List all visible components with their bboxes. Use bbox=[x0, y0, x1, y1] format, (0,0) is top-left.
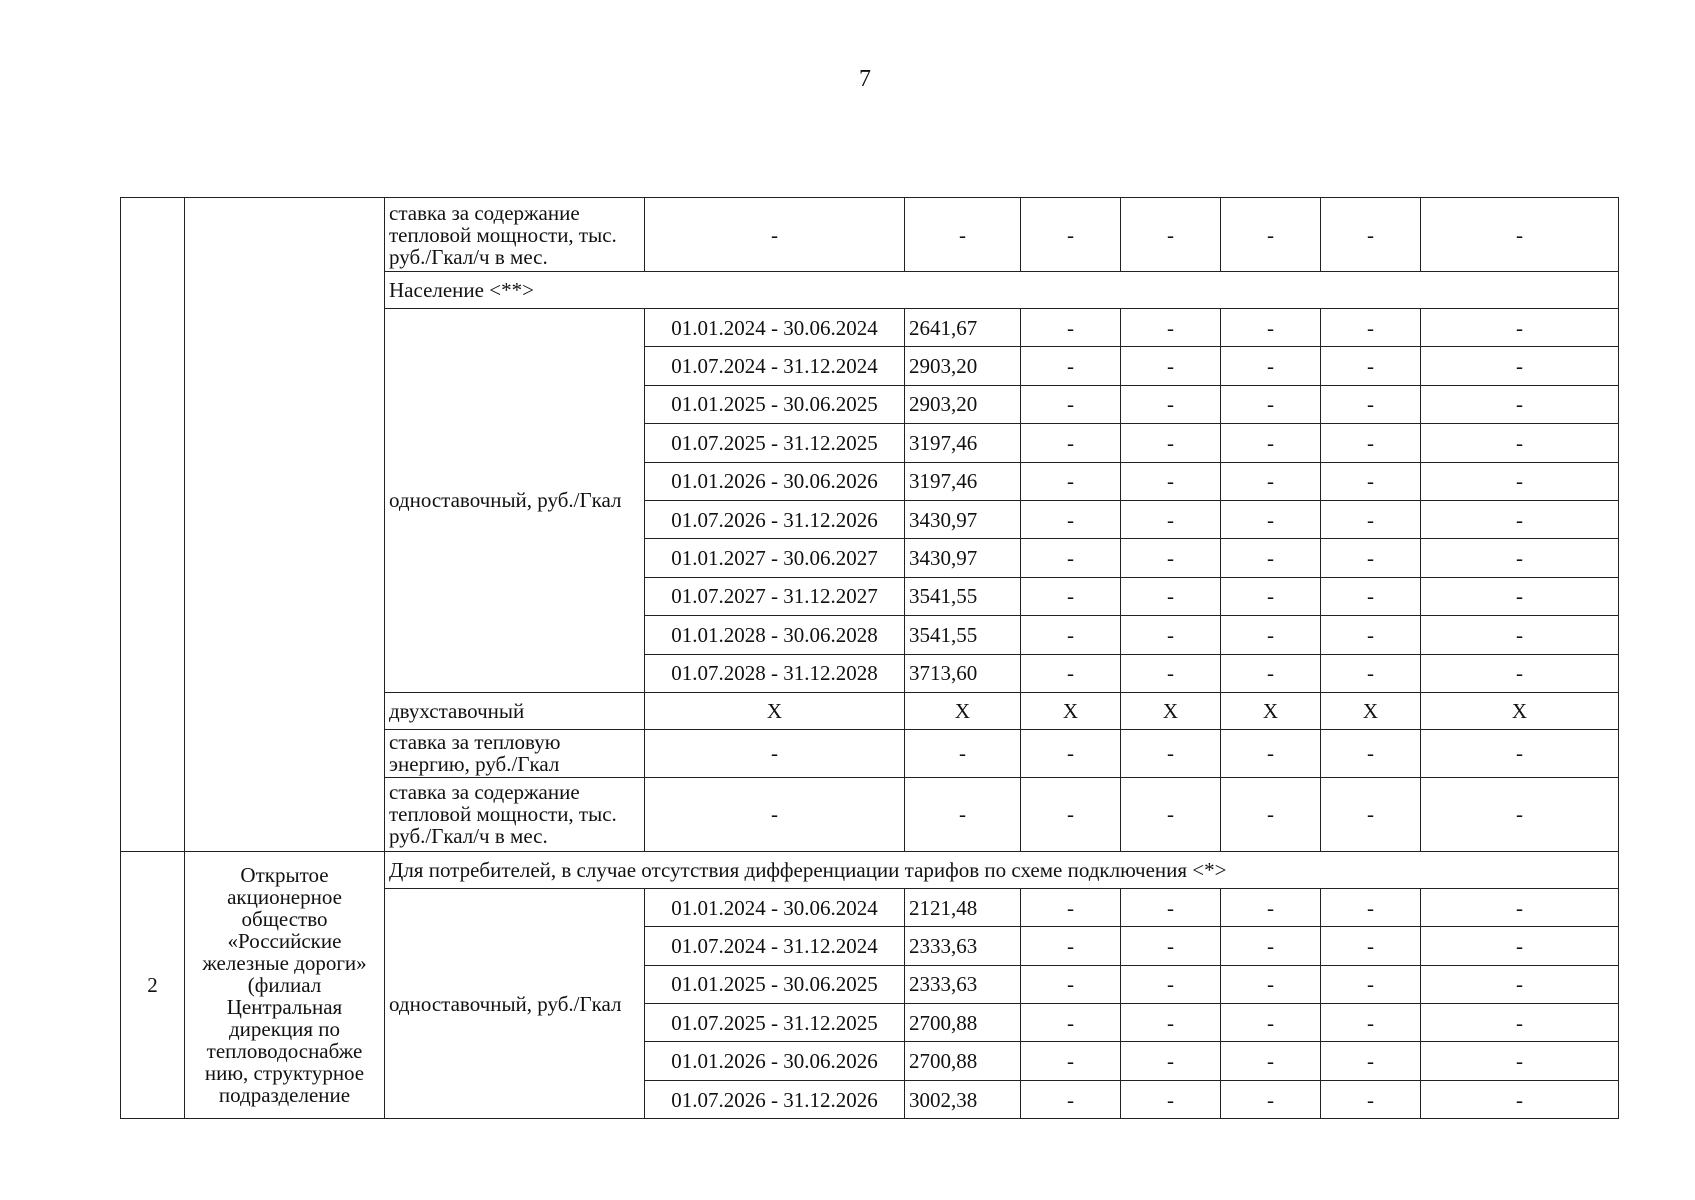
dash-cell: - bbox=[1421, 539, 1619, 577]
dash-cell: - bbox=[1221, 616, 1321, 654]
dash-cell: - bbox=[1321, 539, 1421, 577]
period-cell: 01.01.2028 - 30.06.2028 bbox=[645, 616, 905, 654]
dash-cell: - bbox=[1321, 654, 1421, 692]
dash-cell: - bbox=[645, 777, 905, 851]
tariff-value-cell: 3541,55 bbox=[905, 577, 1021, 615]
dash-cell: - bbox=[1021, 424, 1121, 462]
dash-cell: - bbox=[1421, 1042, 1619, 1080]
rate-label: одноставочный, руб./Гкал bbox=[385, 888, 645, 1118]
dash-cell: - bbox=[1021, 347, 1121, 385]
dash-cell: - bbox=[1021, 309, 1121, 347]
dash-cell: - bbox=[1321, 309, 1421, 347]
period-cell: 01.07.2026 - 31.12.2026 bbox=[645, 1080, 905, 1118]
cross-cell: X bbox=[905, 692, 1021, 729]
dash-cell: - bbox=[1021, 539, 1121, 577]
cross-cell: X bbox=[1121, 692, 1221, 729]
tariff-table bbox=[120, 197, 1619, 1119]
rate-label: двухставочный bbox=[385, 692, 645, 729]
period-cell: 01.07.2028 - 31.12.2028 bbox=[645, 654, 905, 692]
dash-cell: - bbox=[1421, 309, 1619, 347]
dash-cell: - bbox=[1421, 577, 1619, 615]
period-cell: 01.07.2024 - 31.12.2024 bbox=[645, 927, 905, 965]
tariff-value-cell: 3002,38 bbox=[905, 1080, 1021, 1118]
dash-cell: - bbox=[1421, 1080, 1619, 1118]
dash-cell: - bbox=[1021, 1004, 1121, 1042]
dash-cell: - bbox=[1221, 500, 1321, 538]
cross-cell: X bbox=[1021, 692, 1121, 729]
period-cell: 01.07.2024 - 31.12.2024 bbox=[645, 347, 905, 385]
dash-cell: - bbox=[905, 777, 1021, 851]
dash-cell: - bbox=[1021, 616, 1121, 654]
tariff-value-cell: 3197,46 bbox=[905, 424, 1021, 462]
dash-cell: - bbox=[1321, 577, 1421, 615]
dash-cell: - bbox=[1221, 729, 1321, 777]
dash-cell: - bbox=[1121, 500, 1221, 538]
dash-cell: - bbox=[1121, 539, 1221, 577]
dash-cell: - bbox=[905, 198, 1021, 272]
period-cell: 01.01.2026 - 30.06.2026 bbox=[645, 1042, 905, 1080]
dash-cell: - bbox=[1421, 198, 1619, 272]
row-number-cell: 2 bbox=[121, 851, 185, 1118]
dash-cell: - bbox=[1121, 424, 1221, 462]
tariff-value-cell: 2333,63 bbox=[905, 965, 1021, 1003]
tariff-value-cell: 2700,88 bbox=[905, 1042, 1021, 1080]
dash-cell: - bbox=[1121, 616, 1221, 654]
dash-cell: - bbox=[1221, 1042, 1321, 1080]
dash-cell: - bbox=[1021, 729, 1121, 777]
dash-cell: - bbox=[1021, 577, 1121, 615]
section-header-row bbox=[121, 851, 1619, 888]
period-cell: 01.07.2025 - 31.12.2025 bbox=[645, 1004, 905, 1042]
dash-cell: - bbox=[1121, 965, 1221, 1003]
section-header: Население <**> bbox=[385, 272, 1619, 309]
dash-cell: - bbox=[1421, 729, 1619, 777]
dash-cell: - bbox=[1421, 927, 1619, 965]
period-cell: 01.07.2027 - 31.12.2027 bbox=[645, 577, 905, 615]
dash-cell: - bbox=[1021, 198, 1121, 272]
rate-label: ставка за содержание тепловой мощности, тыс. руб./Гкал/ч в мес. bbox=[385, 198, 645, 272]
dash-cell: - bbox=[1221, 965, 1321, 1003]
dash-cell: - bbox=[1021, 654, 1121, 692]
period-cell: 01.07.2026 - 31.12.2026 bbox=[645, 500, 905, 538]
dash-cell: - bbox=[1121, 888, 1221, 926]
dash-cell: - bbox=[1221, 1004, 1321, 1042]
dash-cell: - bbox=[1421, 385, 1619, 423]
dash-cell: - bbox=[1421, 654, 1619, 692]
dash-cell: - bbox=[1221, 539, 1321, 577]
dash-cell: - bbox=[1021, 1042, 1121, 1080]
cross-cell: X bbox=[1321, 692, 1421, 729]
dash-cell: - bbox=[1321, 616, 1421, 654]
dash-cell: - bbox=[1121, 577, 1221, 615]
tariff-value-cell: 2121,48 bbox=[905, 888, 1021, 926]
dash-cell: - bbox=[1421, 777, 1619, 851]
dash-cell: - bbox=[1221, 424, 1321, 462]
period-cell: 01.01.2024 - 30.06.2024 bbox=[645, 888, 905, 926]
dash-cell: - bbox=[1021, 927, 1121, 965]
tariff-value-cell: 3430,97 bbox=[905, 539, 1021, 577]
tariff-value-cell: 3541,55 bbox=[905, 616, 1021, 654]
rate-label: одноставочный, руб./Гкал bbox=[385, 309, 645, 693]
dash-cell: - bbox=[905, 729, 1021, 777]
page-number: 7 bbox=[859, 66, 871, 92]
dash-cell: - bbox=[1421, 616, 1619, 654]
dash-cell: - bbox=[1321, 462, 1421, 500]
dash-cell: - bbox=[1221, 385, 1321, 423]
organization-cell: Открытое акционерное общество «Российские железные дороги» (филиал Центральная дирекция по тепловодоснабже нию, структурное подразделение bbox=[185, 851, 385, 1118]
dash-cell: - bbox=[1021, 462, 1121, 500]
dash-cell: - bbox=[1121, 1004, 1221, 1042]
dash-cell: - bbox=[1321, 777, 1421, 851]
dash-cell: - bbox=[1021, 500, 1121, 538]
rate-label: ставка за тепловую энергию, руб./Гкал bbox=[385, 729, 645, 777]
dash-cell: - bbox=[1221, 462, 1321, 500]
dash-cell: - bbox=[1221, 577, 1321, 615]
tariff-table-body bbox=[121, 198, 1619, 1119]
dash-cell: - bbox=[1321, 347, 1421, 385]
table-row bbox=[121, 198, 1619, 272]
tariff-value-cell: 2700,88 bbox=[905, 1004, 1021, 1042]
dash-cell: - bbox=[1321, 385, 1421, 423]
dash-cell: - bbox=[1321, 1042, 1421, 1080]
dash-cell: - bbox=[1321, 1004, 1421, 1042]
organization-cell bbox=[185, 198, 385, 852]
dash-cell: - bbox=[1321, 424, 1421, 462]
cross-cell: X bbox=[1221, 692, 1321, 729]
tariff-value-cell: 2903,20 bbox=[905, 347, 1021, 385]
tariff-value-cell: 3197,46 bbox=[905, 462, 1021, 500]
dash-cell: - bbox=[1221, 198, 1321, 272]
dash-cell: - bbox=[1321, 198, 1421, 272]
dash-cell: - bbox=[645, 198, 905, 272]
dash-cell: - bbox=[1421, 888, 1619, 926]
dash-cell: - bbox=[1421, 1004, 1619, 1042]
dash-cell: - bbox=[1121, 462, 1221, 500]
period-cell: 01.01.2026 - 30.06.2026 bbox=[645, 462, 905, 500]
dash-cell: - bbox=[1421, 424, 1619, 462]
dash-cell: - bbox=[1021, 777, 1121, 851]
dash-cell: - bbox=[1121, 729, 1221, 777]
dash-cell: - bbox=[1121, 777, 1221, 851]
cross-cell: X bbox=[1421, 692, 1619, 729]
dash-cell: - bbox=[1121, 654, 1221, 692]
tariff-value-cell: 2903,20 bbox=[905, 385, 1021, 423]
dash-cell: - bbox=[1321, 888, 1421, 926]
dash-cell: - bbox=[1321, 965, 1421, 1003]
dash-cell: - bbox=[1121, 927, 1221, 965]
dash-cell: - bbox=[1221, 347, 1321, 385]
dash-cell: - bbox=[1121, 309, 1221, 347]
dash-cell: - bbox=[1321, 1080, 1421, 1118]
rate-label: ставка за содержание тепловой мощности, тыс. руб./Гкал/ч в мес. bbox=[385, 777, 645, 851]
dash-cell: - bbox=[1121, 1080, 1221, 1118]
dash-cell: - bbox=[645, 729, 905, 777]
dash-cell: - bbox=[1121, 1042, 1221, 1080]
dash-cell: - bbox=[1121, 198, 1221, 272]
tariff-value-cell: 3713,60 bbox=[905, 654, 1021, 692]
dash-cell: - bbox=[1021, 965, 1121, 1003]
dash-cell: - bbox=[1021, 385, 1121, 423]
dash-cell: - bbox=[1021, 888, 1121, 926]
dash-cell: - bbox=[1321, 927, 1421, 965]
dash-cell: - bbox=[1321, 500, 1421, 538]
dash-cell: - bbox=[1221, 1080, 1321, 1118]
dash-cell: - bbox=[1421, 500, 1619, 538]
section-header: Для потребителей, в случае отсутствия дифференциации тарифов по схеме подключения <*> bbox=[385, 851, 1619, 888]
tariff-value-cell: 3430,97 bbox=[905, 500, 1021, 538]
dash-cell: - bbox=[1221, 927, 1321, 965]
period-cell: 01.01.2025 - 30.06.2025 bbox=[645, 965, 905, 1003]
period-cell: 01.07.2025 - 31.12.2025 bbox=[645, 424, 905, 462]
dash-cell: - bbox=[1121, 347, 1221, 385]
tariff-value-cell: 2333,63 bbox=[905, 927, 1021, 965]
period-cell: 01.01.2027 - 30.06.2027 bbox=[645, 539, 905, 577]
dash-cell: - bbox=[1421, 965, 1619, 1003]
tariff-value-cell: 2641,67 bbox=[905, 309, 1021, 347]
period-cell: 01.01.2025 - 30.06.2025 bbox=[645, 385, 905, 423]
dash-cell: - bbox=[1221, 309, 1321, 347]
dash-cell: - bbox=[1121, 385, 1221, 423]
dash-cell: - bbox=[1421, 462, 1619, 500]
dash-cell: - bbox=[1421, 347, 1619, 385]
period-cell: 01.01.2024 - 30.06.2024 bbox=[645, 309, 905, 347]
cross-cell: X bbox=[645, 692, 905, 729]
dash-cell: - bbox=[1221, 888, 1321, 926]
dash-cell: - bbox=[1221, 654, 1321, 692]
dash-cell: - bbox=[1021, 1080, 1121, 1118]
row-number-cell bbox=[121, 198, 185, 852]
dash-cell: - bbox=[1221, 777, 1321, 851]
dash-cell: - bbox=[1321, 729, 1421, 777]
